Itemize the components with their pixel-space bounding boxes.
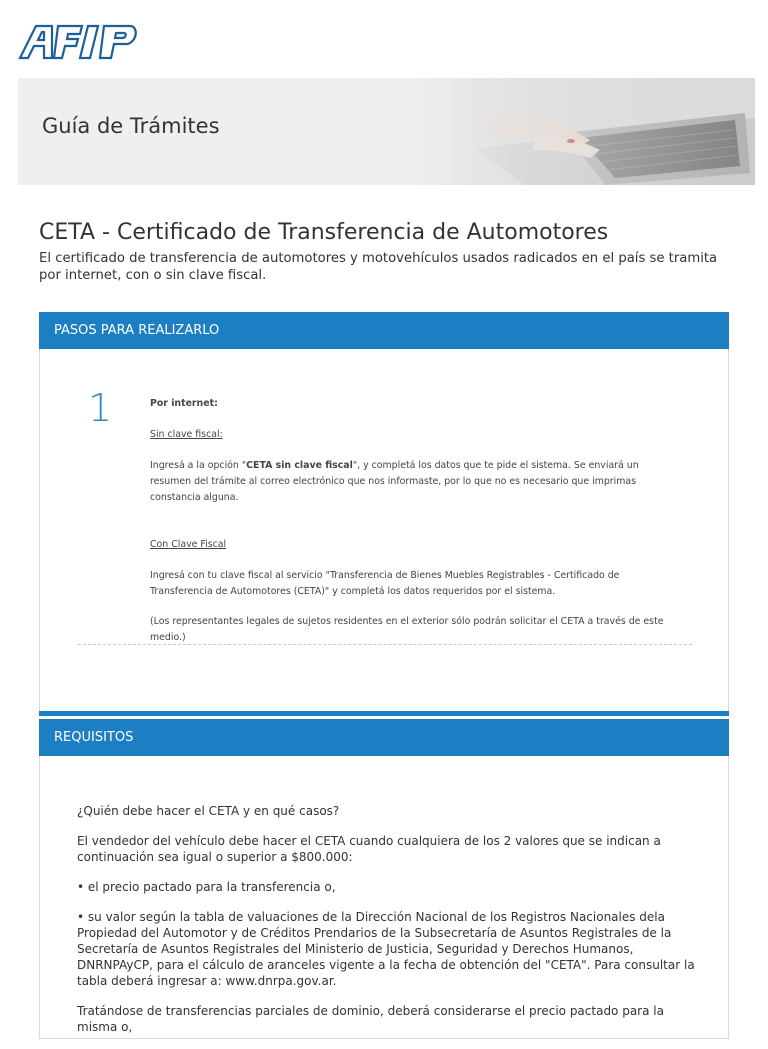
sin-clave-label: Sin clave fiscal: — [150, 429, 223, 440]
page-title: CETA - Certificado de Transferencia de Automotores — [39, 220, 609, 245]
steps-panel — [39, 312, 729, 712]
section-divider — [39, 711, 729, 716]
con-clave-text: Ingresá con tu clave fiscal al servicio "Transferencia de Bienes Muebles Registrables - Certificado de Transferencia de Automotores (CETA)" y completá los datos requeridos por el sistema. — [150, 570, 620, 597]
requisitos-panel-header[interactable]: REQUISITOS — [39, 719, 729, 756]
requisitos-question: ¿Quién debe hacer el CETA y en qué casos? — [77, 804, 340, 818]
representantes-note: (Los representantes legales de sujetos residentes en el exterior sólo podrán solicitar el CETA a través de este medio.) — [150, 616, 664, 643]
ceta-sin-clave-option: CETA sin clave fiscal — [246, 460, 353, 471]
page-intro: El certificado de transferencia de automotores y motovehículos usados radicados en el país se tramita por internet, con o sin clave fiscal. — [39, 251, 718, 283]
requisitos-bullet: • el precio pactado para la transferencia o, — [77, 880, 336, 894]
sin-clave-text: Ingresá a la opción "CETA sin clave fiscal", y completá los datos que te pide el sistema. Se enviará un resumen del trámite al correo electrónico que nos informaste, por lo que no es necesario que imprimas constancia alguna. — [150, 460, 639, 503]
requisitos-bullet: • su valor según la tabla de valuaciones de la Dirección Nacional de los Registros Nacionales dela Propiedad del Automotor y de Créditos Prendarios de la Subsecretaría de Asuntos Registrales de la Secretaría de Asuntos Registrales del Ministerio de Justicia, Seguridad y Derechos Humanos, DNRNPAyCP, para el cálculo de aranceles vigente a la fecha de obtención del "CETA". Para consultar la tabla deberá ingresar a: www.dnrpa.gov.ar. — [77, 910, 695, 988]
guia-tramites-banner — [18, 78, 755, 185]
step-divider — [78, 644, 692, 645]
step-number: 1 — [88, 386, 113, 430]
por-internet-label: Por internet: — [150, 398, 218, 409]
con-clave-label: Con Clave Fiscal — [150, 539, 227, 550]
banner-title: Guía de Trámites — [42, 114, 220, 138]
requisitos-panel — [39, 719, 729, 1039]
laptop-typing-image — [415, 78, 755, 185]
afip-logo[interactable] — [18, 22, 154, 62]
steps-panel-header[interactable]: PASOS PARA REALIZARLO — [39, 312, 729, 349]
step-content — [150, 396, 670, 646]
requisitos-content — [77, 803, 697, 1049]
requisitos-paragraph: Tratándose de transferencias parciales de dominio, deberá considerarse el precio pactado para la misma o, — [77, 1004, 664, 1034]
page-header — [39, 218, 729, 284]
requisitos-paragraph: El vendedor del vehículo debe hacer el CETA cuando cualquiera de los 2 valores que se indican a continuación sea igual o superior a $800.000: — [77, 834, 661, 864]
